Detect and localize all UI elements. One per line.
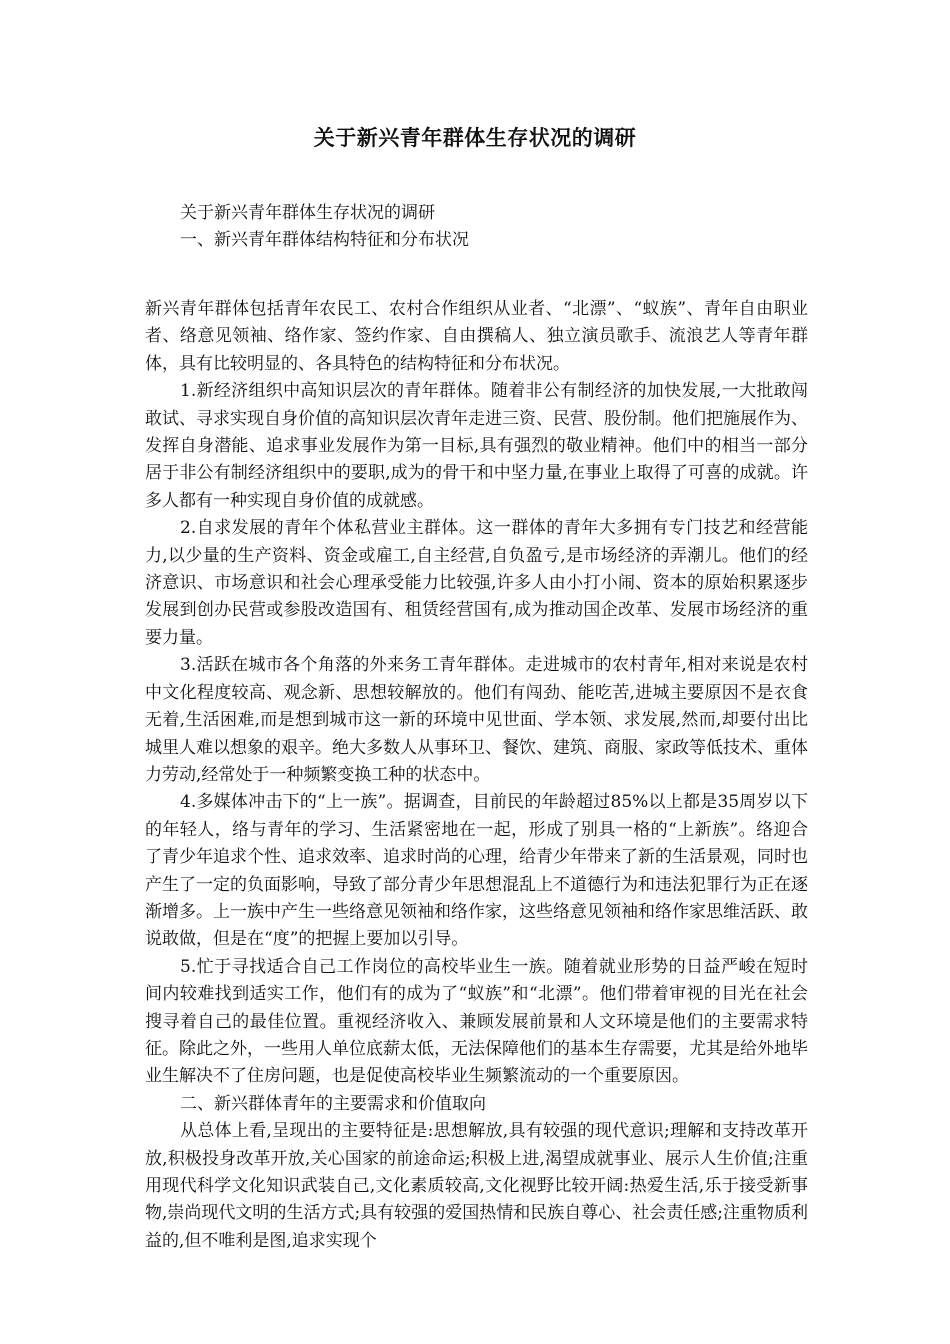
document-title: 关于新兴青年群体生存状况的调研 bbox=[313, 126, 637, 150]
paragraph-overview: 从总体上看,呈现出的主要特征是:思想解放,具有较强的现代意识;理解和支持改革开放,积极投身改革开放,关心国家的前途命运;积极上进,渴望成就事业、展示人生价值;注重用现代科学文化知识武装自己,文化素质较高,文化视野比较开阔:热爱生活,乐于接受新事物,崇尚现代文明的生活方式;具有较强的爱国热情和民族自尊心、社会责任感;注重物质利益的,但不唯利是图,追求实现个 bbox=[145, 1121, 808, 1251]
paragraph-item-1: 1.新经济组织中高知识层次的青年群体。随着非公有制经济的加快发展,一大批敢闯敢试、寻求实现自身价值的高知识层次青年走进三资、民营、股份制。他们把施展作为、发挥自身潜能、追求事业发展作为第一目标,具有强烈的敬业精神。他们中的相当一部分居于非公有制经济组织中的要职,成为的骨干和中坚力量,在事业上取得了可喜的成就。许多人都有一种实现自身价值的成就感。 bbox=[145, 381, 808, 511]
section-heading-2: 二、新兴群体青年的主要需求和价值取向 bbox=[180, 1093, 486, 1114]
paragraph-item-4: 4.多媒体冲击下的“上一族”。据调查，目前民的年龄超过85%以上都是35周岁以下的年轻人，络与青年的学习、生活紧密地在一起，形成了别具一格的“上新族”。络迎合了青少年追求个性、追求效率、追求时尚的心理，给青少年带来了新的生活景观，同时也产生了一定的负面影响，导致了部分青少年思想混乱上不道德行为和违法犯罪行为正在逐渐增多。上一族中产生一些络意见领袖和络作家，这些络意见领袖和络作家思维活跃、敢说敢做，但是在“度”的把握上要加以引导。 bbox=[145, 792, 808, 950]
document-body bbox=[145, 296, 808, 1255]
document-subtitle: 关于新兴青年群体生存状况的调研 bbox=[180, 203, 435, 223]
paragraph-item-5: 5.忙于寻找适合自己工作岗位的高校毕业生一族。随着就业形势的日益严峻在短时间内较难找到适实工作，他们有的成为了“蚁族”和“北漂”。他们带着审视的目光在社会搜寻着自己的最佳位置。重视经济收入、兼顾发展前景和人文环境是他们的主要需求特征。除此之外，一些用人单位底薪太低，无法保障他们的基本生存需要，尤其是给外地毕业生解决不了住房问题，也是促使高校毕业生频繁流动的一个重要原因。 bbox=[145, 956, 808, 1087]
paragraph-item-2: 2.自求发展的青年个体私营业主群体。这一群体的青年大多拥有专门技艺和经营能力,以少量的生产资料、资金或雇工,自主经营,自负盈亏,是市场经济的弄潮儿。他们的经济意识、市场意识和社会心理承受能力比较强,许多人由小打小闹、资本的原始积累逐步发展到创办民营或参股改造国有、租赁经营国有,成为推动国企改革、发展市场经济的重要力量。 bbox=[145, 518, 808, 648]
intro-paragraph: 新兴青年群体包括青年农民工、农村合作组织从业者、“北漂”、“蚁族”、青年自由职业者、络意见领袖、络作家、签约作家、自由撰稿人、独立演员歌手、流浪艺人等青年群体，具有比较明显的、各具特色的结构特征和分布状况。 bbox=[145, 299, 808, 374]
paragraph-item-3: 3.活跃在城市各个角落的外来务工青年群体。走进城市的农村青年,相对来说是农村中文化程度较高、观念新、思想较解放的。他们有闯劲、能吃苦,进城主要原因不是衣食无着,生活困难,而是想到城市这一新的环境中见世面、学本领、求发展,然而,却要付出比城里人难以想象的艰辛。绝大多数人从事环卫、餐饮、建筑、商服、家政等低技术、重体力劳动,经常处于一种频繁变换工种的状态中。 bbox=[145, 655, 808, 785]
section-heading-1: 一、新兴青年群体结构特征和分布状况 bbox=[180, 230, 469, 250]
